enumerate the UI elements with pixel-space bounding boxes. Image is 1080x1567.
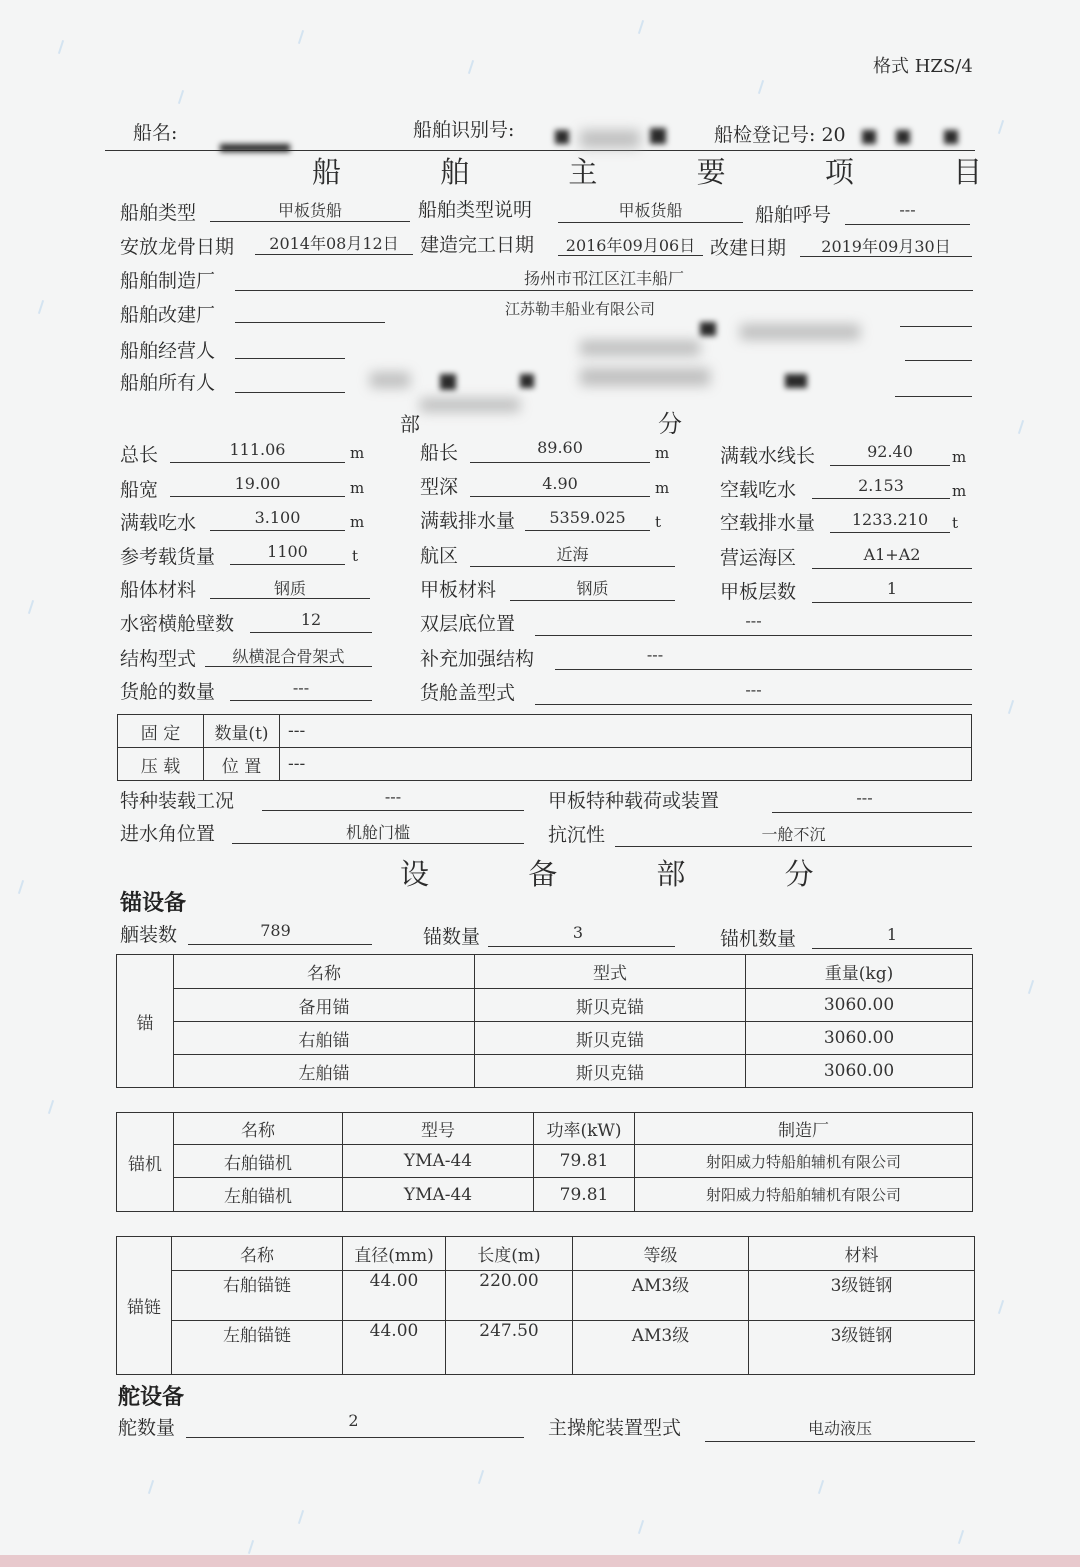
unit-m: m <box>655 444 670 462</box>
redaction <box>740 324 860 340</box>
hull-mat-value: 钢质 <box>273 579 306 598</box>
type-desc-value: 甲板货船 <box>618 201 683 220</box>
anchor-header-name: 名称 <box>174 955 475 989</box>
full-draft-value: 3.100 <box>254 508 301 527</box>
section-main-title: 船 舶 主 要 项 目 <box>312 155 1028 189</box>
table-row <box>117 1145 973 1178</box>
rebuilt-label: 改建日期 <box>710 237 787 259</box>
chain-header-diameter: 直径(mm) <box>343 1237 446 1271</box>
rebuilder-label: 船舶改建厂 <box>120 304 216 326</box>
steering-gear-label: 主操舵装置型式 <box>548 1417 682 1439</box>
chain-length: 220.00 <box>446 1271 573 1321</box>
hatch-value: --- <box>745 680 762 699</box>
anchor-name: 右舶锚 <box>174 1022 475 1055</box>
flood-label: 进水角位置 <box>120 823 216 845</box>
depth-label: 型深 <box>420 476 459 498</box>
call-sign-value: --- <box>899 200 916 219</box>
anchor-weight: 3060.00 <box>746 1022 973 1055</box>
redaction <box>862 130 876 144</box>
chain-header-name: 名称 <box>172 1237 343 1271</box>
reinforce-value: --- <box>646 645 664 664</box>
windlass-name: 右舶锚机 <box>174 1145 343 1178</box>
table-row <box>117 1321 975 1375</box>
equip-section-title: 设 备 部 分 <box>400 857 859 891</box>
ballast-label-b: 压 载 <box>118 748 204 781</box>
ship-id-label: 船舶识别号: <box>413 119 515 141</box>
deck-load-value: --- <box>856 788 873 807</box>
ship-type-label: 船舶类型 <box>120 202 197 224</box>
built-value: 2016年09月06日 <box>565 236 696 255</box>
reg-no-label: 船检登记号: 20 <box>714 124 846 146</box>
winch-count-label: 锚机数量 <box>720 928 797 950</box>
decks-value: 1 <box>886 579 898 598</box>
windlass-maker: 射阳威力特船舶辅机有限公司 <box>635 1145 973 1178</box>
windlass-power: 79.81 <box>534 1178 635 1212</box>
light-disp-label: 空载排水量 <box>720 512 816 534</box>
ballast-qty-label: 数量(t) <box>204 715 280 748</box>
windlass-header-name: 名称 <box>174 1113 343 1145</box>
anchor-table <box>116 954 973 1088</box>
redaction <box>580 130 640 148</box>
sink-label: 抗沉性 <box>548 824 606 846</box>
chain-material: 3级链钢 <box>749 1271 975 1321</box>
table-row <box>117 1055 973 1088</box>
chain-header-length: 长度(m) <box>446 1237 573 1271</box>
sea-label: 营运海区 <box>720 547 797 569</box>
structure-label: 结构型式 <box>120 648 197 670</box>
redaction <box>700 322 716 336</box>
windlass-model: YMA-44 <box>343 1178 534 1212</box>
anchor-type: 斯贝克锚 <box>475 1022 746 1055</box>
holds-value: --- <box>292 678 310 697</box>
anchor-weight: 3060.00 <box>746 1055 973 1088</box>
windlass-header-model: 型号 <box>343 1113 534 1145</box>
unit-t: t <box>352 547 359 565</box>
type-desc-label: 船舶类型说明 <box>418 199 533 221</box>
lwl-value: 92.40 <box>867 442 913 461</box>
chain-material: 3级链钢 <box>749 1321 975 1375</box>
hull-section-title-a: 部 <box>400 412 420 436</box>
equip-no-value: 789 <box>260 921 291 940</box>
table-row <box>117 1022 973 1055</box>
bulkheads-value: 12 <box>300 610 322 629</box>
chain-grade: AM3级 <box>573 1271 749 1321</box>
breadth-label: 船宽 <box>120 479 159 501</box>
redaction <box>580 368 710 386</box>
windlass-header-power: 功率(kW) <box>534 1113 635 1145</box>
unit-t: t <box>952 514 959 532</box>
chain-table <box>116 1236 975 1375</box>
bulkheads-label: 水密横舱壁数 <box>120 613 235 635</box>
chain-name: 左舶锚链 <box>172 1321 343 1375</box>
anchor-group-label: 锚 <box>117 955 174 1088</box>
ballast-table <box>117 714 972 781</box>
full-disp-label: 满载排水量 <box>420 510 516 532</box>
anchor-header-type: 型式 <box>475 955 746 989</box>
bottom-edge <box>0 1555 1080 1567</box>
unit-m: m <box>655 479 670 497</box>
chain-grade: AM3级 <box>573 1321 749 1375</box>
ballast-pos-label: 位 置 <box>204 748 280 781</box>
double-bottom-value: --- <box>745 611 762 630</box>
flood-value: 机舱门槛 <box>345 823 410 842</box>
table-row <box>117 1271 975 1321</box>
ship-type-value: 甲板货船 <box>277 201 342 220</box>
full-draft-label: 满载吃水 <box>120 512 197 534</box>
unit-t: t <box>655 513 662 531</box>
lbp-value: 89.60 <box>537 438 583 457</box>
owner-label: 船舶所有人 <box>120 372 216 394</box>
ship-name-label: 船名: <box>133 122 178 144</box>
ballast-label-a: 固 定 <box>118 715 204 748</box>
call-sign-label: 船舶呼号 <box>755 204 832 226</box>
deck-load-label: 甲板特种载荷或装置 <box>548 790 720 812</box>
rebuilder-value: 江苏勒丰船业有限公司 <box>504 300 655 318</box>
keel-value: 2014年08月12日 <box>269 234 399 253</box>
windlass-table <box>116 1112 973 1212</box>
anchor-type: 斯贝克锚 <box>475 989 746 1022</box>
redaction <box>650 128 666 144</box>
double-bottom-label: 双层底位置 <box>420 613 516 635</box>
light-draft-label: 空载吃水 <box>720 479 797 501</box>
depth-value: 4.90 <box>542 474 578 493</box>
hull-section-title-b: 分 <box>658 410 682 438</box>
rebuilt-value: 2019年09月30日 <box>821 237 951 256</box>
table-row <box>117 989 973 1022</box>
light-draft-value: 2.153 <box>858 476 904 495</box>
light-disp-value: 1233.210 <box>851 510 929 529</box>
chain-diameter: 44.00 <box>343 1271 446 1321</box>
unit-m: m <box>350 513 365 531</box>
unit-m: m <box>952 448 967 466</box>
redaction <box>785 374 807 388</box>
holds-label: 货舱的数量 <box>120 681 216 703</box>
windlass-name: 左舶锚机 <box>174 1178 343 1212</box>
loa-value: 111.06 <box>229 440 286 459</box>
breadth-value: 19.00 <box>234 474 281 493</box>
redaction <box>520 374 534 388</box>
loa-label: 总长 <box>120 444 159 466</box>
chain-name: 右舶锚链 <box>172 1271 343 1321</box>
equip-no-label: 舾装数 <box>120 924 178 946</box>
windlass-maker: 射阳威力特船舶辅机有限公司 <box>635 1178 973 1212</box>
anchor-type: 斯贝克锚 <box>475 1055 746 1088</box>
redaction <box>580 340 700 356</box>
structure-value: 纵横混合骨架式 <box>232 647 345 666</box>
redaction <box>944 130 958 144</box>
nav-value: 近海 <box>556 545 589 564</box>
anchor-header-weight: 重量(kg) <box>746 955 973 989</box>
cargo-label: 参考载货量 <box>120 546 216 568</box>
form-code: 格式 HZS/4 <box>873 56 973 77</box>
windlass-model: YMA-44 <box>343 1145 534 1178</box>
rudder-count-label: 舵数量 <box>118 1417 176 1439</box>
deck-mat-value: 钢质 <box>576 579 609 598</box>
table-row <box>117 1178 973 1212</box>
deck-mat-label: 甲板材料 <box>420 579 497 601</box>
anchor-count-value: 3 <box>572 923 584 942</box>
sink-value: 一舱不沉 <box>761 825 826 844</box>
chain-header-material: 材料 <box>749 1237 975 1271</box>
chain-group-label: 锚链 <box>117 1237 172 1375</box>
anchor-name: 左舶锚 <box>174 1055 475 1088</box>
ballast-qty-value: --- <box>280 715 972 748</box>
builder-value: 扬州市邗江区江丰船厂 <box>523 269 684 288</box>
steering-gear-value: 电动液压 <box>807 1419 872 1438</box>
redaction <box>420 398 520 412</box>
winch-count-value: 1 <box>886 925 898 944</box>
anchor-weight: 3060.00 <box>746 989 973 1022</box>
anchor-title: 锚设备 <box>120 891 187 916</box>
built-label: 建造完工日期 <box>420 234 535 256</box>
anchor-count-label: 锚数量 <box>423 926 481 948</box>
sea-value: A1+A2 <box>863 545 921 564</box>
cargo-value: 1100 <box>267 542 308 561</box>
chain-header-grade: 等级 <box>573 1237 749 1271</box>
hatch-label: 货舱盖型式 <box>420 682 516 704</box>
redaction <box>896 130 910 144</box>
special-label: 特种装载工况 <box>120 790 235 812</box>
redaction <box>370 372 410 388</box>
builder-label: 船舶制造厂 <box>120 270 216 292</box>
unit-m: m <box>350 444 365 462</box>
windlass-group-label: 锚机 <box>117 1113 174 1212</box>
redaction <box>220 144 290 152</box>
rudder-count-value: 2 <box>348 1411 359 1430</box>
chain-diameter: 44.00 <box>343 1321 446 1375</box>
special-value: --- <box>384 787 402 806</box>
ballast-pos-value: --- <box>280 748 972 781</box>
nav-label: 航区 <box>420 545 459 567</box>
chain-length: 247.50 <box>446 1321 573 1375</box>
windlass-power: 79.81 <box>534 1145 635 1178</box>
operator-label: 船舶经营人 <box>120 340 216 362</box>
redaction <box>440 374 456 390</box>
unit-m: m <box>952 482 967 500</box>
full-disp-value: 5359.025 <box>549 508 626 527</box>
keel-label: 安放龙骨日期 <box>120 236 235 258</box>
lbp-label: 船长 <box>420 442 459 464</box>
windlass-header-maker: 制造厂 <box>635 1113 973 1145</box>
unit-m: m <box>350 479 365 497</box>
rudder-title: 舵设备 <box>118 1385 185 1410</box>
decks-label: 甲板层数 <box>720 581 797 603</box>
lwl-label: 满载水线长 <box>720 445 816 467</box>
anchor-name: 备用锚 <box>174 989 475 1022</box>
hull-mat-label: 船体材料 <box>120 579 197 601</box>
redaction <box>555 130 569 144</box>
reinforce-label: 补充加强结构 <box>420 648 535 670</box>
